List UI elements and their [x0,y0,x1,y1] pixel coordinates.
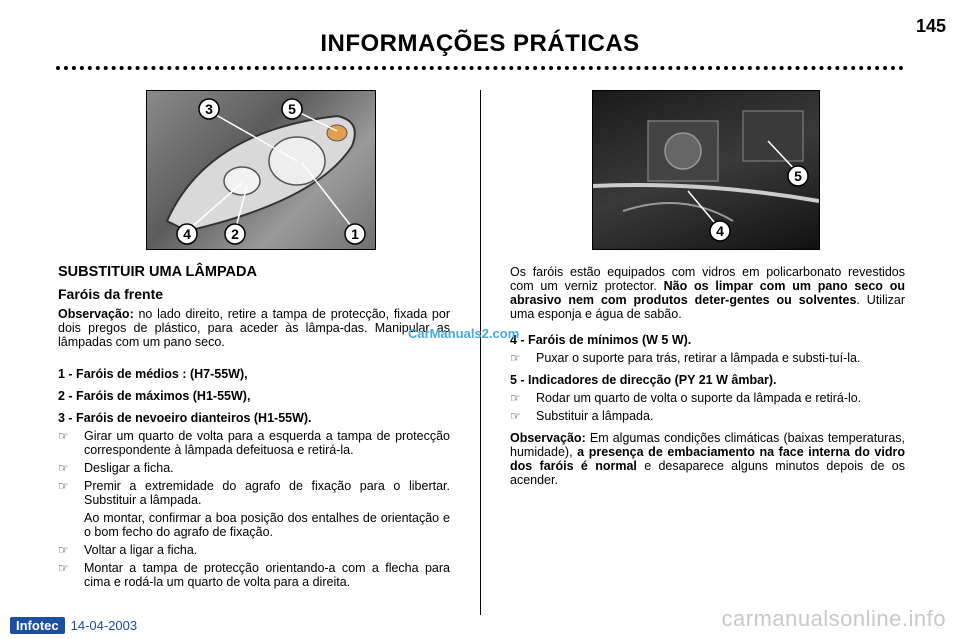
observation-paragraph-right: Observação: Em algumas condições climáticas (baixas temperaturas, humidade), a presença de embaciamento na face interna do vidro dos faróis é normal e desaparece alguns minutos depois de os acender. [510,431,905,487]
page-number: 145 [915,16,946,36]
footer-left [10,617,137,634]
callout-1 [345,224,365,244]
svg-text:3: 3 [205,101,213,117]
svg-text:4: 4 [716,223,724,239]
instruction-step: ☞ Desligar a ficha. [58,461,174,475]
instruction-step: ☞ Substituir a lâmpada. [510,409,654,423]
subsection-title: Faróis da frente [58,286,164,302]
engine-bay-photo [592,90,820,250]
pointing-hand-icon: ☞ [58,429,69,443]
engine-bay-illustration [593,91,819,249]
instruction-step: ☞ Premir a extremidade do agrafo de fixação para o libertar. Substituir a lâmpada. [58,479,450,507]
callout-4-right [710,221,730,241]
lamp-item-5: 5 - Indicadores de direcção (PY 21 W âmbar). [510,373,777,387]
callout-2 [225,224,245,244]
callout-3 [199,99,219,119]
callout-4 [177,224,197,244]
lamp-item-2: 2 - Faróis de máximos (H1-55W), [58,389,251,403]
svg-text:2: 2 [231,226,239,242]
pointing-hand-icon: ☞ [58,543,69,557]
watermark-link[interactable]: CarManuals2.com [408,326,520,341]
observation-text: no lado direito, retire a tampa de protecção, fixada por dois pregos de plástico, para aceder às lâmpa-das. Manipular as lâmpadas com um pano seco. [58,307,450,349]
svg-text:1: 1 [351,226,359,242]
observation-paragraph [58,307,450,349]
callout-5 [282,99,302,119]
dotted-divider [56,66,904,70]
instruction-step: ☞ Girar um quarto de volta para a esquerda a tampa de protecção correspondente à lâmpada defeituosa e retirá-la. [58,429,450,457]
lamp-item-1: 1 - Faróis de médios : (H7-55W), [58,367,248,381]
pointing-hand-icon: ☞ [510,351,521,365]
instruction-step: ☞ Rodar um quarto de volta o suporte da lâmpada e retirá-lo. [510,391,862,405]
observation-label: Observação: [58,307,134,321]
section-title: SUBSTITUIR UMA LÂMPADA [58,264,257,280]
pointing-hand-icon: ☞ [58,561,69,575]
right-column [510,265,905,487]
page-title: INFORMAÇÕES PRÁTICAS [320,30,640,57]
svg-text:4: 4 [183,226,191,242]
footer-site-watermark[interactable]: carmanualsonline.info [721,606,946,631]
infotec-logo: Infotec [10,617,65,634]
svg-text:5: 5 [288,101,296,117]
lamp-item-4: 4 - Faróis de mínimos (W 5 W). [510,333,692,347]
svg-text:5: 5 [794,168,802,184]
instruction-step: ☞ Puxar o suporte para trás, retirar a lâmpada e substi-tuí-la. [510,351,861,365]
pointing-hand-icon: ☞ [510,409,521,423]
column-divider [480,90,481,615]
instruction-step: ☞ Voltar a ligar a ficha. [58,543,198,557]
intro-paragraph: Os faróis estão equipados com vidros em policarbonato revestidos com um verniz protector. Não os limpar com um pano seco ou abrasivo nem com produtos deter-gentes ou solventes. Utilizar uma esponja e água de sabão. [510,265,905,321]
lamp-item-3: 3 - Faróis de nevoeiro dianteiros (H1-55W). [58,411,312,425]
pointing-hand-icon: ☞ [58,461,69,475]
pointing-hand-icon: ☞ [510,391,521,405]
footer-date: 14-04-2003 [70,618,138,633]
assembly-note: Ao montar, confirmar a boa posição dos entalhes de orientação e o bom fecho do agrafo de fixação. [84,511,450,539]
instruction-step: ☞ Montar a tampa de protecção orientando-a com a flecha para cima e rodá-la um quarto de volta para a direita. [58,561,450,589]
callout-5-right [788,166,808,186]
pointing-hand-icon: ☞ [58,479,69,493]
left-column [58,265,450,589]
headlamp-photo [146,90,376,250]
headlamp-illustration [147,91,375,249]
